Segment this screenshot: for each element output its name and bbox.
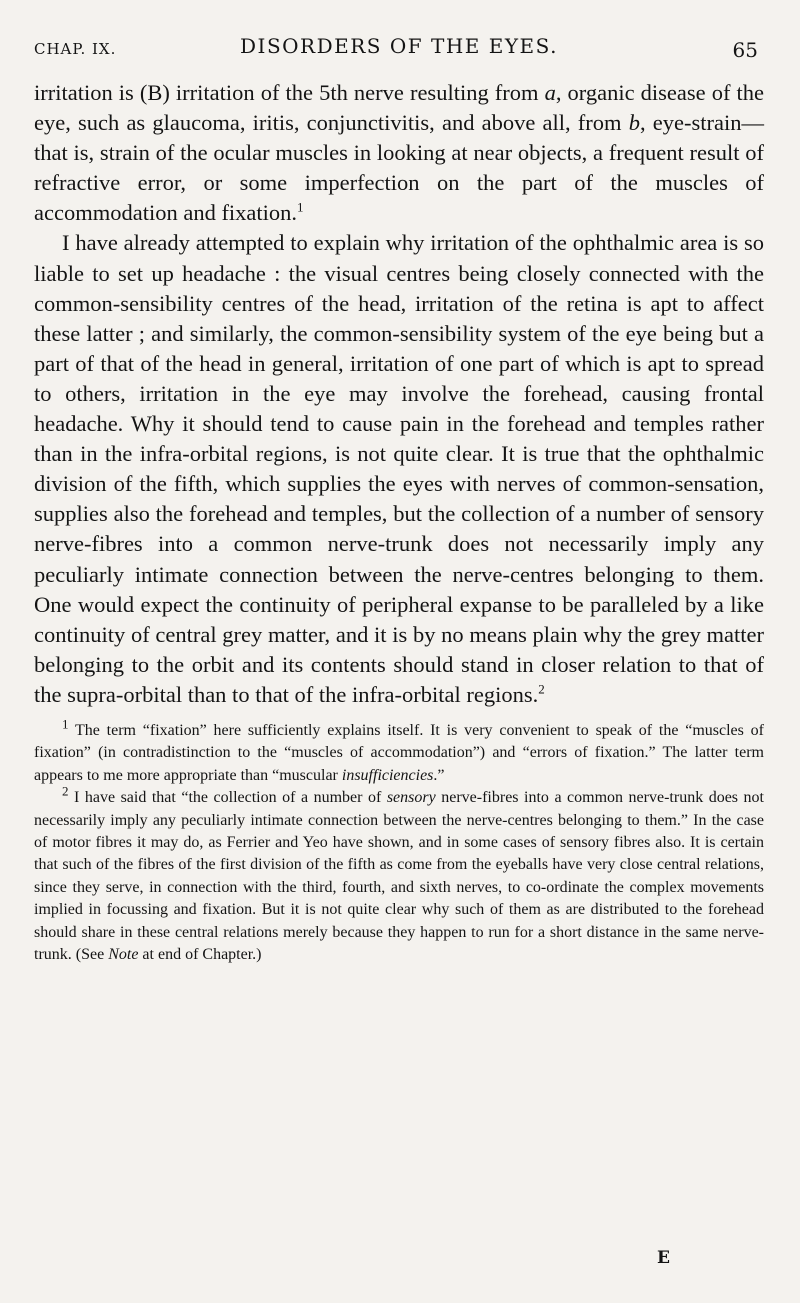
running-header — [34, 30, 764, 76]
paragraph-2 — [34, 228, 764, 710]
footnote-2 — [34, 783, 764, 966]
footnote-2-text-c: at end of Chapter.) — [138, 946, 262, 964]
body-text — [34, 78, 764, 710]
paragraph-1-text-b: , organic disease of the eye, such as glaucoma, iritis, conjunctivitis, and above all, from — [34, 80, 764, 136]
footnote-1-text-a: The term “fixation” here sufficiently explains itself. It is very convenient to speak of the “muscles of fixation” (in contradistinction to the “muscles of accommodation”) and “errors of fixation.” The latter term appears to me more appropriate than “muscular — [34, 721, 764, 784]
footnote-2-text-a: I have said that “the collection of a number of — [68, 789, 387, 807]
footnote-2-italic-1: sensory — [386, 789, 436, 807]
chapter-label: CHAP. IX. — [34, 40, 117, 58]
footnotes — [34, 716, 764, 966]
paragraph-1 — [34, 78, 764, 228]
paragraph-1-text-a: irritation is (B) irritation of the 5th nerve resulting from — [34, 80, 545, 105]
footnote-1 — [34, 716, 764, 787]
footnote-ref-1: 1 — [297, 199, 304, 215]
paragraph-1-italic-b: b — [628, 110, 640, 136]
footnote-ref-2: 2 — [538, 681, 545, 697]
paragraph-2-text: I have already attempted to explain why irritation of the ophthalmic area is so liable to set up headache : the visual centres being closely connected with the common-sensibility centres of the head, irritation of the retina is apt to affect these latter ; and similarly, the common-sensibility system of the eye being but a part of that of the head in general, irritation of one part of which is apt to spread to others, irritation in the eye may involve the forehead, causing frontal headache. Why it should tend to cause pain in the forehead and temples rather than in the infra-orbital regions, is not quite clear. It is true that the ophthalmic division of the fifth, which supplies the eyes with nerves of common-sensation, supplies also the forehead and temples, but the collection of a number of sensory nerve-fibres into a common nerve-trunk does not necessarily imply any peculiarly intimate connection between the nerve-centres belonging to them. One would expect the continuity of peripheral expanse to be paralleled by a like continuity of central grey matter, and it is by no means plain why the grey matter belonging to the orbit and its contents should stand in closer relation to that of the supra-orbital than to that of the infra-orbital regions. — [34, 230, 764, 707]
footnote-1-text-b: .” — [433, 766, 445, 784]
paragraph-1-italic-a: a — [544, 80, 556, 105]
paragraph-1-text-c: , eye-strain—that is, strain of the ocular muscles in looking at near objects, a frequent result of refractive error, or some imperfection on the part of the muscles of accommodation and fixation. — [34, 110, 764, 226]
footnote-2-text-b: nerve-fibres into a common nerve-trunk does not necessarily imply any peculiarly intimate connection between the nerve-centres belonging to them.” In the case of motor fibres it may do, as Ferrier and Yeo have shown, and in some cases of sensory fibres also. It is certain that such of the fibres of the first division of the fifth as come from the eyeballs have very close central relations, since they serve, in connection with the third, fourth, and sixth nerves, to co-ordinate the complex movements implied in focussing and fixation. But it is not quite clear why such of them as are distributed to the forehead should share in these central relations merely because they happen to run for a short distance in the same nerve-trunk. (See — [34, 789, 764, 964]
running-title: DISORDERS OF THE EYES. — [240, 34, 558, 58]
footnote-2-italic-2: Note — [108, 946, 139, 964]
footnote-1-mark: 1 — [62, 716, 69, 732]
footnote-2-mark: 2 — [62, 783, 69, 799]
page-number: 65 — [732, 38, 758, 62]
footnote-1-italic: insufficiencies — [341, 766, 434, 784]
signature-mark: E — [657, 1248, 670, 1268]
